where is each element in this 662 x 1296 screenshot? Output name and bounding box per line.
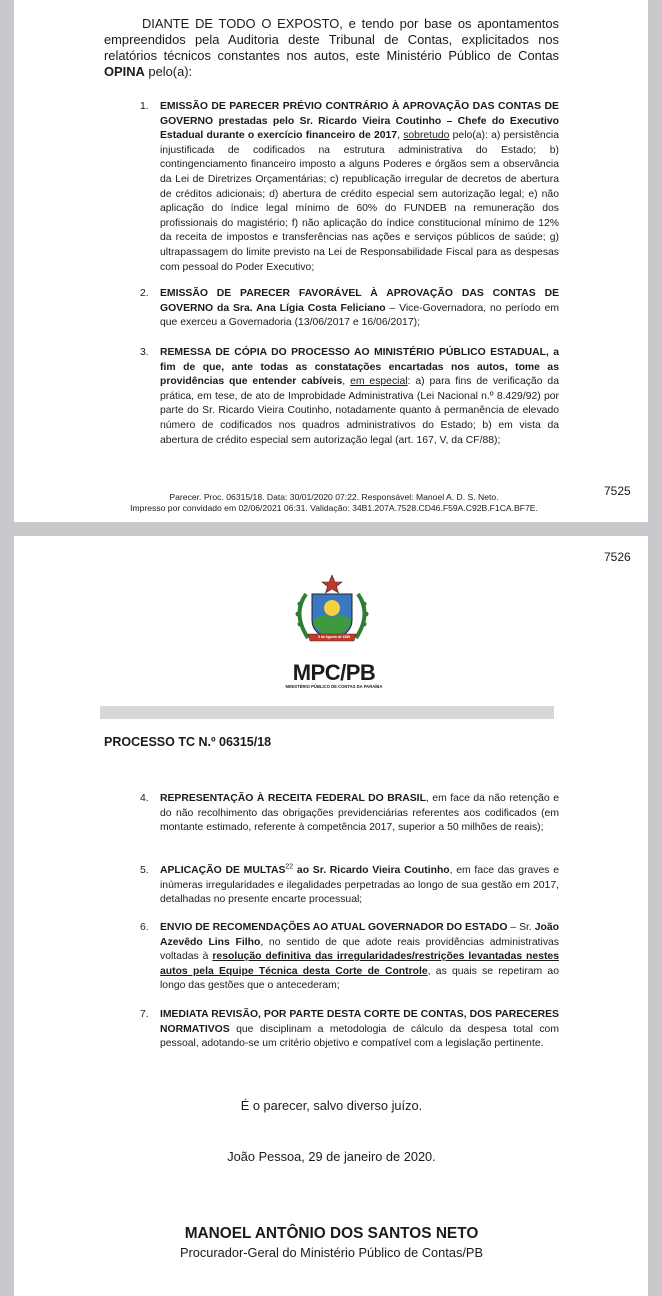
footnote-ref: 22 xyxy=(285,863,294,871)
closing-phrase: É o parecer, salvo diverso juízo. xyxy=(240,1098,423,1113)
document-page-2 xyxy=(14,536,648,1296)
opina-keyword: OPINA xyxy=(104,64,145,79)
list-item: 2. EMISSÃO DE PARECER FAVORÁVEL À APROVAÇÃO DAS CONTAS DE GOVERNO da Sra. Ana Lígia Costa Feliciano – Vice-Governadora, no período em que exerceu a Governadoria (13/06/2017 e 16/06/2017); xyxy=(140,288,559,329)
intro-paragraph: DIANTE DE TODO O EXPOSTO, e tendo por base os apontamentos empreendidos pela Auditoria deste Tribunal de Contas, explicitados nos relatórios técnicos constantes nos autos, este Ministério Público de Contas OPINA pelo(a): xyxy=(104,16,559,79)
document-page-1 xyxy=(14,0,648,522)
place-date: João Pessoa, 29 de janeiro de 2020. xyxy=(227,1149,436,1164)
signatory-role: Procurador-Geral do Ministério Público de Contas/PB xyxy=(179,1245,483,1260)
list-item: 7. IMEDIATA REVISÃO, POR PARTE DESTA CORTE DE CONTAS, DOS PARECERES NORMATIVOS que disciplinam a metodologia de cálculo da despesa total com pessoal, adotando-se um critério objetivo e compatível com a legislação pertinente. xyxy=(140,1009,559,1050)
logo-subtitle: MINISTÉRIO PÚBLICO DE CONTAS DA PARAÍBA xyxy=(285,684,383,689)
list-item: 6. ENVIO DE RECOMENDAÇÕES AO ATUAL GOVERNADOR DO ESTADO – Sr. João Azevêdo Lins Filho, no sentido de que adote reais providências administrativas voltadas à resolução definitiva das irregularidades/restrições levantadas nestes autos pela Equipe Técnica desta Corte de Controle, as quais se repetiram ao longo das gestões que o antecederam; xyxy=(140,922,559,992)
list-item: 3. REMESSA DE CÓPIA DO PROCESSO AO MINISTÉRIO PÚBLICO ESTADUAL, a fim de que, ante todas as constatações encartadas nos autos, tome as providências que entender cabíveis, em especial: a) para fins de verificação da prática, em tese, de ato de Improbidade Administrativa (Lei Nacional n.º 8.429/92) por parte do Sr. Ricardo Vieira Coutinho, notadamente quanto à permanência de elevado número de codificados nos quadros administrativos do Estado; b) em vista da abertura de crédito especial sem autorização legal (art. 167, V, da CF/88); xyxy=(140,347,559,446)
page-number: 7525 xyxy=(604,484,631,498)
page-number: 7526 xyxy=(604,550,631,564)
header-divider-bar xyxy=(100,706,554,719)
logo-text: MPC/PB xyxy=(292,660,376,685)
list-item: 1. EMISSÃO DE PARECER PRÉVIO CONTRÁRIO À APROVAÇÃO DAS CONTAS DE GOVERNO prestadas pelo Sr. Ricardo Vieira Coutinho – Chefe do Executivo Estadual durante o exercício financeiro de 2017, sobretudo pelo(a): a) persistência injustificada de codificados na estrutura administrativa do Estado; b) contingenciamento financeiro imposto a alguns Poderes e órgãos sem a observância da Lei de Diretrizes Orçamentárias; c) republicação irregular de decretos de abertura de créditos adicionais; d) abertura de crédito especial sem autorização legal; e) não aplicação do índice legal mínimo de 60% do FUNDEB na remuneração dos profissionais do magistério; f) não aplicação do índice constitucional mínimo de 12% da receita de impostos e transferências nas ações e serviços públicos de saúde; g) ultrapassagem do limite previsto na Lei de Responsabilidade Fiscal para as despesas com pessoal do Poder Executivo; xyxy=(140,101,559,273)
list-item: 4. REPRESENTAÇÃO À RECEITA FEDERAL DO BRASIL, em face da não retenção e do não recolhimento das obrigações previdenciárias referentes aos codificados (em montante estimado, referente à competência 2017, superior a 50 milhões de reais); xyxy=(140,793,559,834)
signatory-name: MANOEL ANTÔNIO DOS SANTOS NETO xyxy=(184,1225,479,1242)
validation-footer: Parecer. Proc. 06315/18. Data: 30/01/2020 07:22. Responsável: Manoel A. D. S. Neto. Impresso por convidado em 02/06/2021 06:31. Validação: 34B1.207A.7528.CD46.F59A.C92B.F1CA.BF7E. xyxy=(130,492,538,513)
process-title: PROCESSO TC N.º 06315/18 xyxy=(104,735,272,749)
logo-banner-text: 9 de Agosto de 1585 xyxy=(318,635,350,639)
list-item: 5. APLICAÇÃO DE MULTAS$^{22}$ ao Sr. Ricardo Vieira Coutinho, em face das graves e inúmeras irregularidades e ilegalidades perpetradas ao longo de sua gestão em 2017, detalhadas no presente encarte processual; xyxy=(140,863,559,906)
